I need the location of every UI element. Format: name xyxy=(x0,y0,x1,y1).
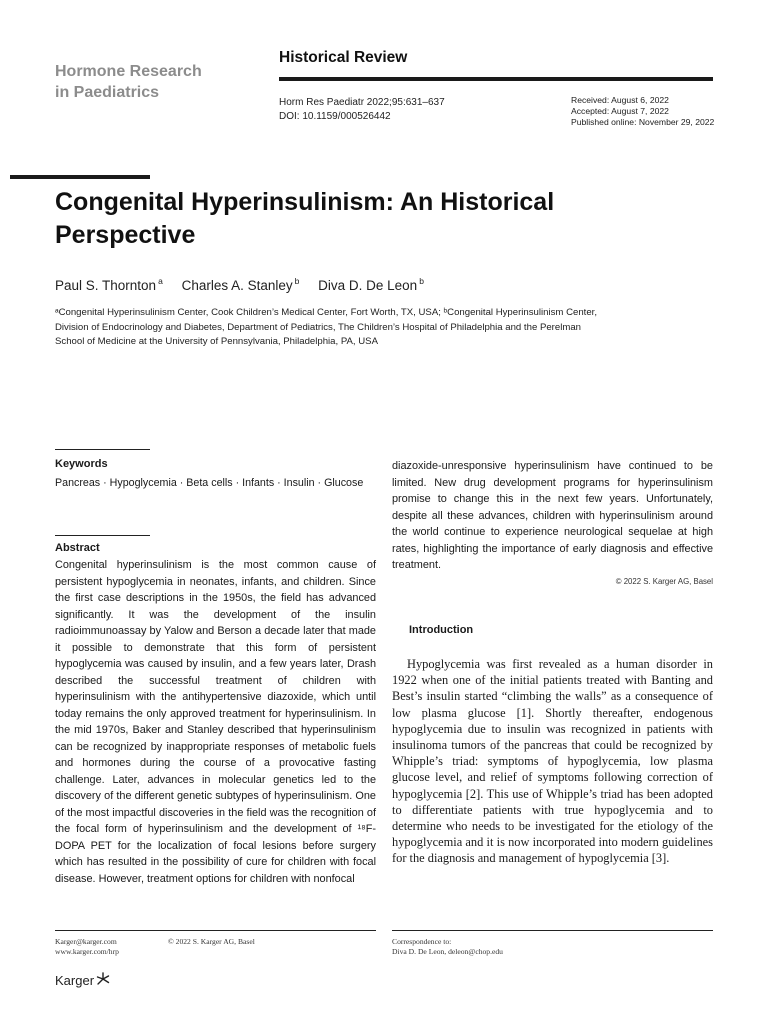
publisher-email[interactable]: Karger@karger.com xyxy=(55,937,117,946)
karger-logo xyxy=(55,972,110,989)
published-date: Published online: November 29, 2022 xyxy=(571,117,715,127)
abstract-heading: Abstract xyxy=(55,542,100,554)
accepted-date: Accepted: August 7, 2022 xyxy=(571,106,669,116)
footer-contact xyxy=(55,937,119,957)
dates-block xyxy=(571,95,714,128)
author-affiliation-mark: b xyxy=(294,276,300,286)
introduction-text: Hypoglycemia was first revealed as a human disorder in 1922 when one of the initial patients treated with Banting and Best’s insulin started “climbing the walls” as a consequence of low plasma glucose [1]. Shortly thereafter, endogenous hypoglycemia due to insulin was recognized in patients with insulinoma tumors of the pancreas that could be recognized by Whipple’s triad: symptoms of hypoglycemia, low plasma glucose level, and relief of symptoms following correction of hypoglycemia [2]. This use of Whipple’s triad has been adopted to differentiate patients with true hypoglycemia and to determine who needs to be investigated for the etiology of the hypoglycemia and it is now incorporated into modern guidelines for the diagnosis and management of hypoglycemia [3]. xyxy=(392,657,713,866)
footer-rule-left xyxy=(55,930,376,931)
received-date: Received: August 6, 2022 xyxy=(571,95,669,105)
correspondence-label: Correspondence to: xyxy=(392,937,452,946)
karger-logo-text: Karger xyxy=(55,973,95,988)
author-affiliation-mark: b xyxy=(419,276,424,286)
keywords-text: Pancreas · Hypoglycemia · Beta cells · Infants · Insulin · Glucose xyxy=(55,477,364,489)
abstract-continued: diazoxide-unresponsive hyperinsulinism have continued to be limited. New drug development programs for hyperinsulinism promise to change this in the next few years. Unfortunately, despite all these advances, children with hyperinsulinism around the world continue to experience neurological sequelae at high rates, highlighting the importance of early diagnosis and effective treatment. xyxy=(392,460,713,571)
introduction-heading: Introduction xyxy=(409,624,474,636)
header-rule xyxy=(279,77,713,81)
journal-name-line2: in Paediatrics xyxy=(55,84,160,101)
author-list xyxy=(55,276,439,293)
author-name: Diva D. De Leon xyxy=(318,277,418,293)
abstract-copyright: © 2022 S. Karger AG, Basel xyxy=(615,577,713,586)
doi: DOI: 10.1159/000526442 xyxy=(279,111,391,122)
citation-block xyxy=(279,96,445,124)
footer-copyright: © 2022 S. Karger AG, Basel xyxy=(168,937,255,946)
author-name: Charles A. Stanley xyxy=(181,277,293,293)
journal-name-line1: Hormone Research xyxy=(55,63,202,80)
citation: Horm Res Paediatr 2022;95:631–637 xyxy=(279,97,445,108)
article-title: Congenital Hyperinsulinism: An Historical Perspective xyxy=(55,188,555,249)
footer-rule-right xyxy=(392,930,713,931)
karger-star-icon xyxy=(94,972,110,989)
abstract-text: Congenital hyperinsulinism is the most common cause of persistent hypoglycemia in neonates, infants, and children. Since the first case descriptions in the 1950s, the field has advanced significantly. It was the development of the insulin radioimmunoassay by Yalow and Berson a decade later that made it possible to demonstrate that this form of persistent hypoglycemia was caused by insulin, and a few years later, Drash described the successful treatment of children with hyperinsulinism with the antihypertensive diazoxide, which until today remains the only approved treatment for hyperinsulinism. In the mid 1970s, Baker and Stanley described that hyperinsulinism can be recognized by inappropriate responses of metabolic fuels and hormones during the course of a provocative fasting challenge. Later, advances in molecular genetics led to the discovery of the different genetic subtypes of hyperinsulinism. One of the most impactful discoveries in the field was the recognition of the focal form of hyperinsulinism and the development of ¹⁸F-DOPA PET for the localization of focal lesions before surgery which has resulted in the possibility of cure for children with focal disease. However, treatment options for children with nonfocal xyxy=(55,559,376,885)
author xyxy=(55,278,163,293)
journal-name xyxy=(55,61,255,103)
affiliations: ᵃCongenital Hyperinsulinism Center, Cook Children’s Medical Center, Fort Worth, TX, USA; ᵇCongenital Hyperinsulinism Center, Division of Endocrinology and Diabetes, Department of Pediatrics, The Children’s Hospital of Philadelphia and the Perelman School of Medicine at the University of Pennsylvania, Philadelphia, PA, USA xyxy=(55,307,598,347)
publisher-website[interactable]: www.karger.com/hrp xyxy=(55,947,119,956)
author-name: Paul S. Thornton xyxy=(55,277,157,293)
correspondence-contact[interactable]: Diva D. De Leon, deleon@chop.edu xyxy=(392,947,503,956)
keywords-heading: Keywords xyxy=(55,458,108,470)
author xyxy=(182,278,300,293)
section-label: Historical Review xyxy=(279,49,408,66)
author-affiliation-mark: a xyxy=(158,276,163,286)
correspondence-block xyxy=(392,937,503,957)
author xyxy=(318,278,424,293)
title-rule xyxy=(10,175,150,179)
